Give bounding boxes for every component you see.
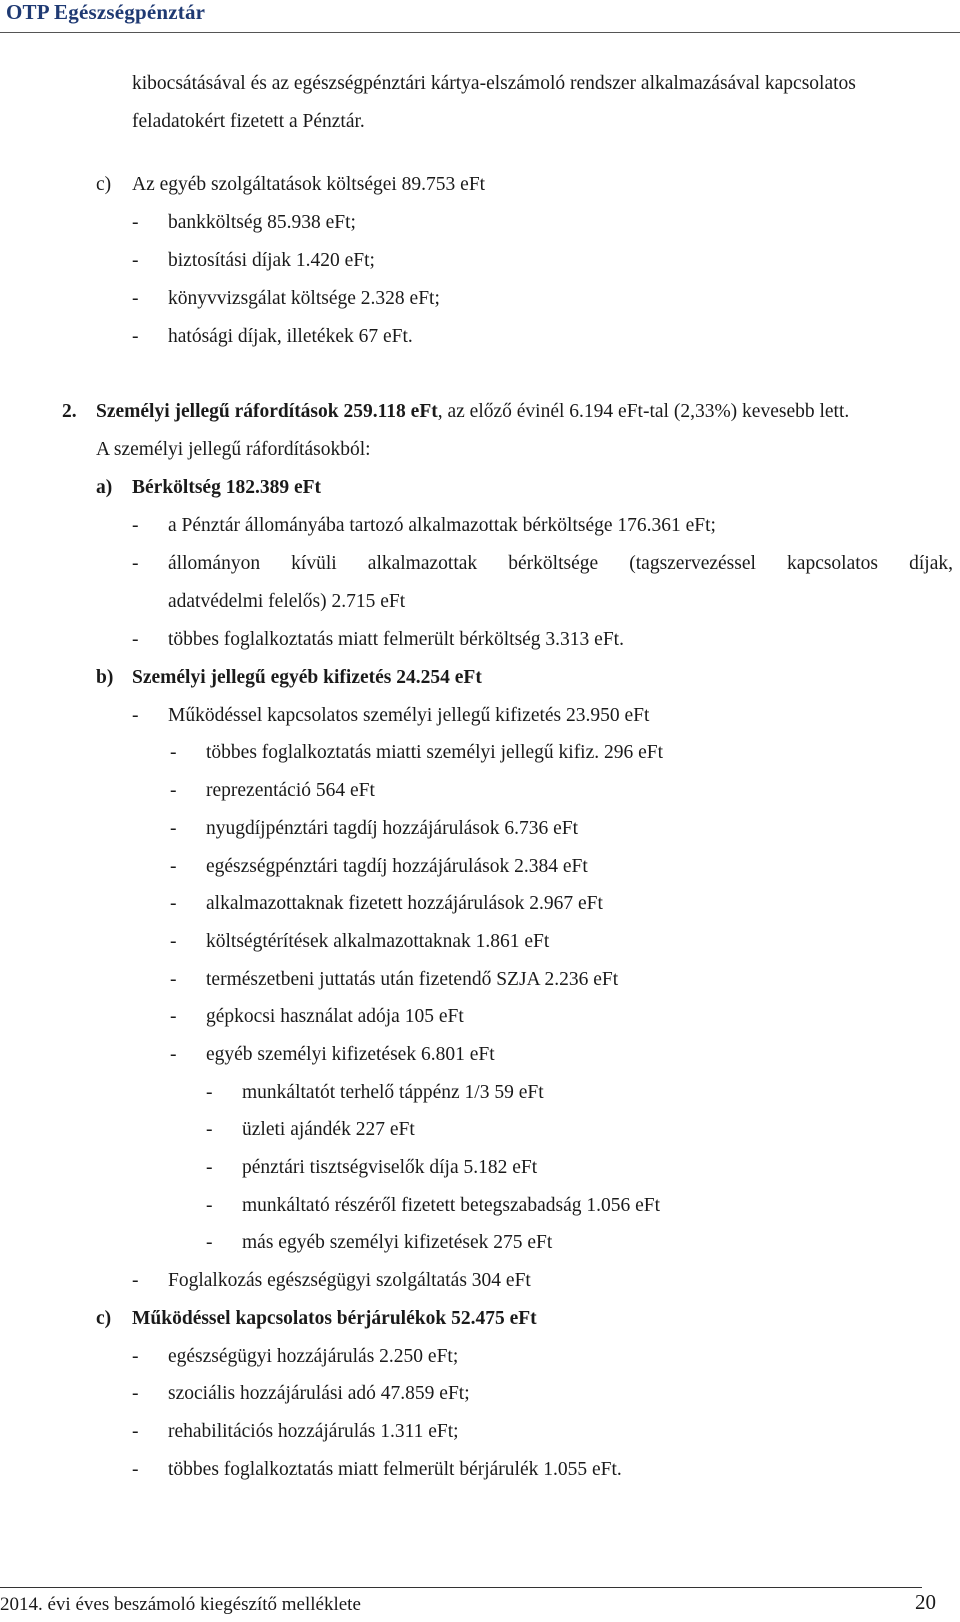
intro-line-2: feladatokért fizetett a Pénztár. bbox=[132, 111, 365, 132]
list-item: - rehabilitációs hozzájárulás 1.311 eFt; bbox=[132, 1421, 459, 1442]
header-divider bbox=[0, 32, 960, 33]
sub-list-item: - természetbeni juttatás után fizetendő SZJA 2.236 eFt bbox=[170, 969, 619, 990]
section-2-subheading: A személyi jellegű ráfordításokból: bbox=[96, 439, 371, 460]
sub-list-item: - költségtérítések alkalmazottaknak 1.861 eFt bbox=[170, 931, 550, 952]
section-title: Az egyéb szolgáltatások költségei 89.753 eFt bbox=[132, 174, 486, 195]
sub-list-item: - nyugdíjpénztári tagdíj hozzájárulások 6.736 eFt bbox=[170, 818, 579, 839]
list-item: - többes foglalkoztatás miatt felmerült bérköltség 3.313 eFt. bbox=[132, 629, 624, 650]
sub-sub-list-item: - munkáltató részéről fizetett betegszabadság 1.056 eFt bbox=[206, 1195, 661, 1216]
list-item: - hatósági díjak, illetékek 67 eFt. bbox=[132, 326, 413, 347]
list-item: - biztosítási díjak 1.420 eFt; bbox=[132, 250, 375, 271]
sub-sub-list-item: - pénztári tisztségviselők díja 5.182 eFt bbox=[206, 1157, 538, 1178]
sub-list-item: - többes foglalkoztatás miatti személyi jellegű kifiz. 296 eFt bbox=[170, 742, 664, 763]
section-number: 2. bbox=[62, 401, 77, 422]
list-item: - könyvvizsgálat költsége 2.328 eFt; bbox=[132, 288, 440, 309]
sub-list-item: - alkalmazottaknak fizetett hozzájárulások 2.967 eFt bbox=[170, 893, 603, 914]
list-item: - Működéssel kapcsolatos személyi jellegű kifizetés 23.950 eFt bbox=[132, 705, 650, 726]
section-b-heading: b) Személyi jellegű egyéb kifizetés 24.254 eFt bbox=[96, 667, 482, 688]
sub-sub-list-item: - munkáltatót terhelő táppénz 1/3 59 eFt bbox=[206, 1082, 544, 1103]
section-a-heading: a) Bérköltség 182.389 eFt bbox=[96, 477, 322, 498]
list-item: - állományon kívüli alkalmazottak bérköltsége (tagszervezéssel kapcsolatos díjak, bbox=[132, 553, 953, 574]
sub-list-item: - egyéb személyi kifizetések 6.801 eFt bbox=[170, 1044, 495, 1065]
list-item: - többes foglalkoztatás miatt felmerült bérjárulék 1.055 eFt. bbox=[132, 1459, 622, 1480]
page-number: 20 bbox=[915, 1590, 936, 1614]
list-item: - egészségügyi hozzájárulás 2.250 eFt; bbox=[132, 1346, 459, 1367]
section-title-rest: , az előző évinél 6.194 eFt-tal (2,33%) kevesebb lett. bbox=[437, 401, 850, 422]
list-item: - Foglalkozás egészségügyi szolgáltatás 304 eFt bbox=[132, 1270, 531, 1291]
section-2-heading bbox=[62, 400, 849, 424]
section-title: Személyi jellegű ráfordítások 259.118 eFt bbox=[96, 401, 438, 422]
list-item-continuation: adatvédelmi felelős) 2.715 eFt bbox=[168, 591, 406, 612]
footer-text: 2014. évi éves beszámoló kiegészítő melléklete bbox=[0, 1594, 361, 1615]
footer-divider bbox=[0, 1587, 922, 1588]
list-item: - bankköltség 85.938 eFt; bbox=[132, 212, 356, 233]
list-item: - a Pénztár állományába tartozó alkalmazottak bérköltsége 176.361 eFt; bbox=[132, 515, 716, 536]
sub-list-item: - egészségpénztári tagdíj hozzájárulások 2.384 eFt bbox=[170, 856, 588, 877]
sub-list-item: - reprezentáció 564 eFt bbox=[170, 780, 375, 801]
sub-sub-list-item: - más egyéb személyi kifizetések 275 eFt bbox=[206, 1232, 553, 1253]
sub-list-item: - gépkocsi használat adója 105 eFt bbox=[170, 1006, 464, 1027]
section-c-contributions-heading: c) Működéssel kapcsolatos bérjárulékok 52.475 eFt bbox=[96, 1308, 537, 1329]
list-item: - szociális hozzájárulási adó 47.859 eFt; bbox=[132, 1383, 470, 1404]
page-header-title: OTP Egészségpénztár bbox=[6, 0, 206, 24]
section-label: c) bbox=[96, 174, 112, 195]
section-c-services-heading bbox=[96, 173, 485, 197]
sub-sub-list-item: - üzleti ajándék 227 eFt bbox=[206, 1119, 415, 1140]
intro-line-1: kibocsátásával és az egészségpénztári kártya-elszámoló rendszer alkalmazásával kapcsolatos bbox=[132, 73, 856, 94]
